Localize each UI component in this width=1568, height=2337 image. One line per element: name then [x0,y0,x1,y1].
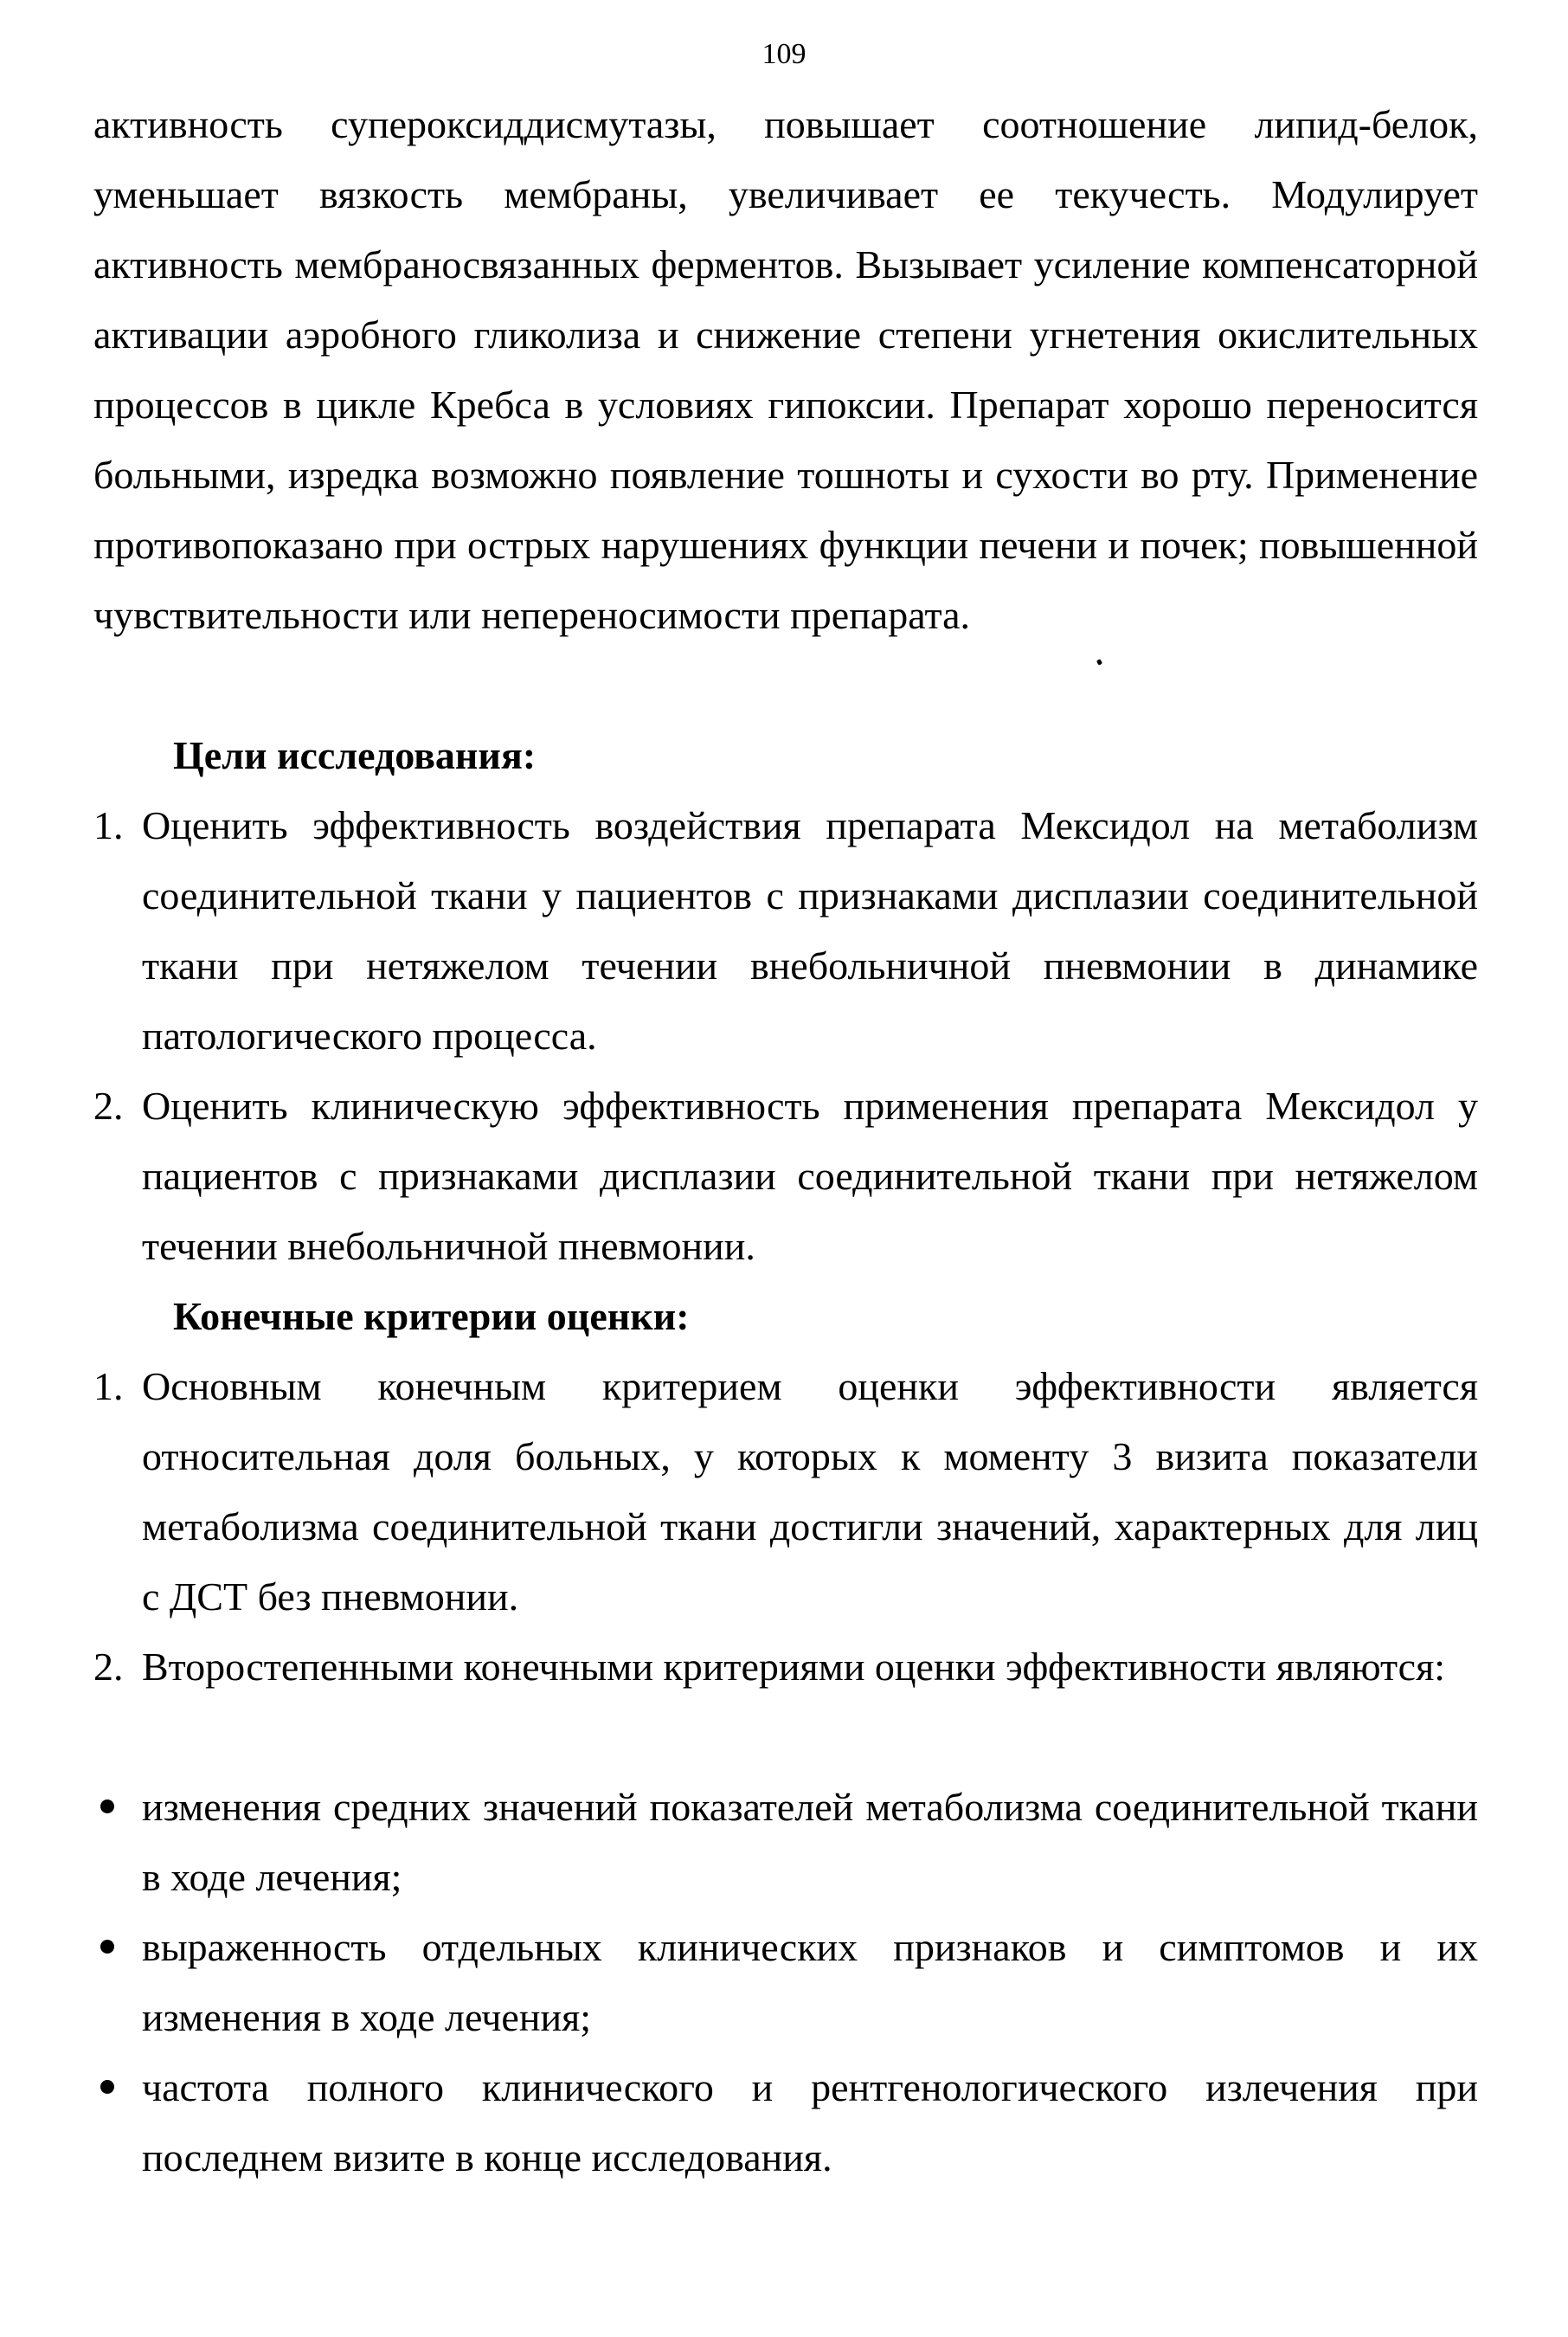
criteria-item-2-text: Второстепенными конечными критериями оценки эффективности являются: [142,1645,1446,1689]
criteria-item-1 [93,1351,1478,1632]
bullet-dot-icon [100,2080,114,2094]
bullet-dot-icon [100,1940,114,1954]
page-number: 109 [762,38,806,70]
goals-heading: Цели исследования: [173,733,537,777]
goal-item-2 [93,1071,1478,1281]
criteria-item-1-text: Основным конечным критерием оценки эффективности является относительная доля больных, у которых к моменту 3 визита показатели метаболизма соединительной ткани достигли значений, характерных для лиц с ДСТ без пневмонии. [142,1364,1478,1619]
bullet-dot-icon [100,1799,114,1813]
criteria-item-2 [93,1632,1478,1702]
scan-speck [1096,659,1102,666]
goal-item-1-number: 1. [93,803,124,847]
criteria-heading: Конечные критерии оценки: [173,1294,690,1338]
criteria-bullet-1-text: изменения средних значений показателей метаболизма соединительной ткани в ходе лечения; [142,1785,1478,1899]
intro-paragraph: активность супероксиддисмутазы, повышает соотношение липид-белок, уменьшает вязкость мембраны, увеличивает ее текучесть. Модулирует активность мембраносвязанных ферментов. Вызывает усиление компенсаторной активации аэробного гликолиза и снижение степени угнетения окислительных процессов в цикле Кребса в условиях гипоксии. Препарат хорошо переносится больными, изредка возможно появление тошноты и сухости во рту. Применение противопоказано при острых нарушениях функции печени и почек; повышенной чувствительности или непереносимости препарата. [93,102,1478,637]
goal-item-2-number: 2. [93,1084,124,1128]
criteria-bullet-1 [93,1772,1478,1912]
criteria-item-2-number: 2. [93,1645,124,1689]
criteria-bullet-2 [93,1912,1478,2052]
criteria-bullet-2-text: выраженность отдельных клинических признаков и симптомов и их изменения в ходе лечения; [142,1925,1478,2039]
goal-item-2-text: Оценить клиническую эффективность применения препарата Мексидол у пациентов с признаками дисплазии соединительной ткани при нетяжелом течении внебольничной пневмонии. [142,1084,1478,1268]
goal-item-1 [93,790,1478,1071]
criteria-item-1-number: 1. [93,1364,124,1408]
goal-item-1-text: Оценить эффективность воздействия препарата Мексидол на метаболизм соединительной ткани у пациентов с признаками дисплазии соединительной ткани при нетяжелом течении внебольничной пневмонии в динамике патологического процесса. [142,803,1478,1058]
criteria-bullet-3 [93,2052,1478,2192]
criteria-bullet-3-text: частота полного клинического и рентгенологического излечения при последнем визите в конце исследования. [142,2065,1478,2179]
